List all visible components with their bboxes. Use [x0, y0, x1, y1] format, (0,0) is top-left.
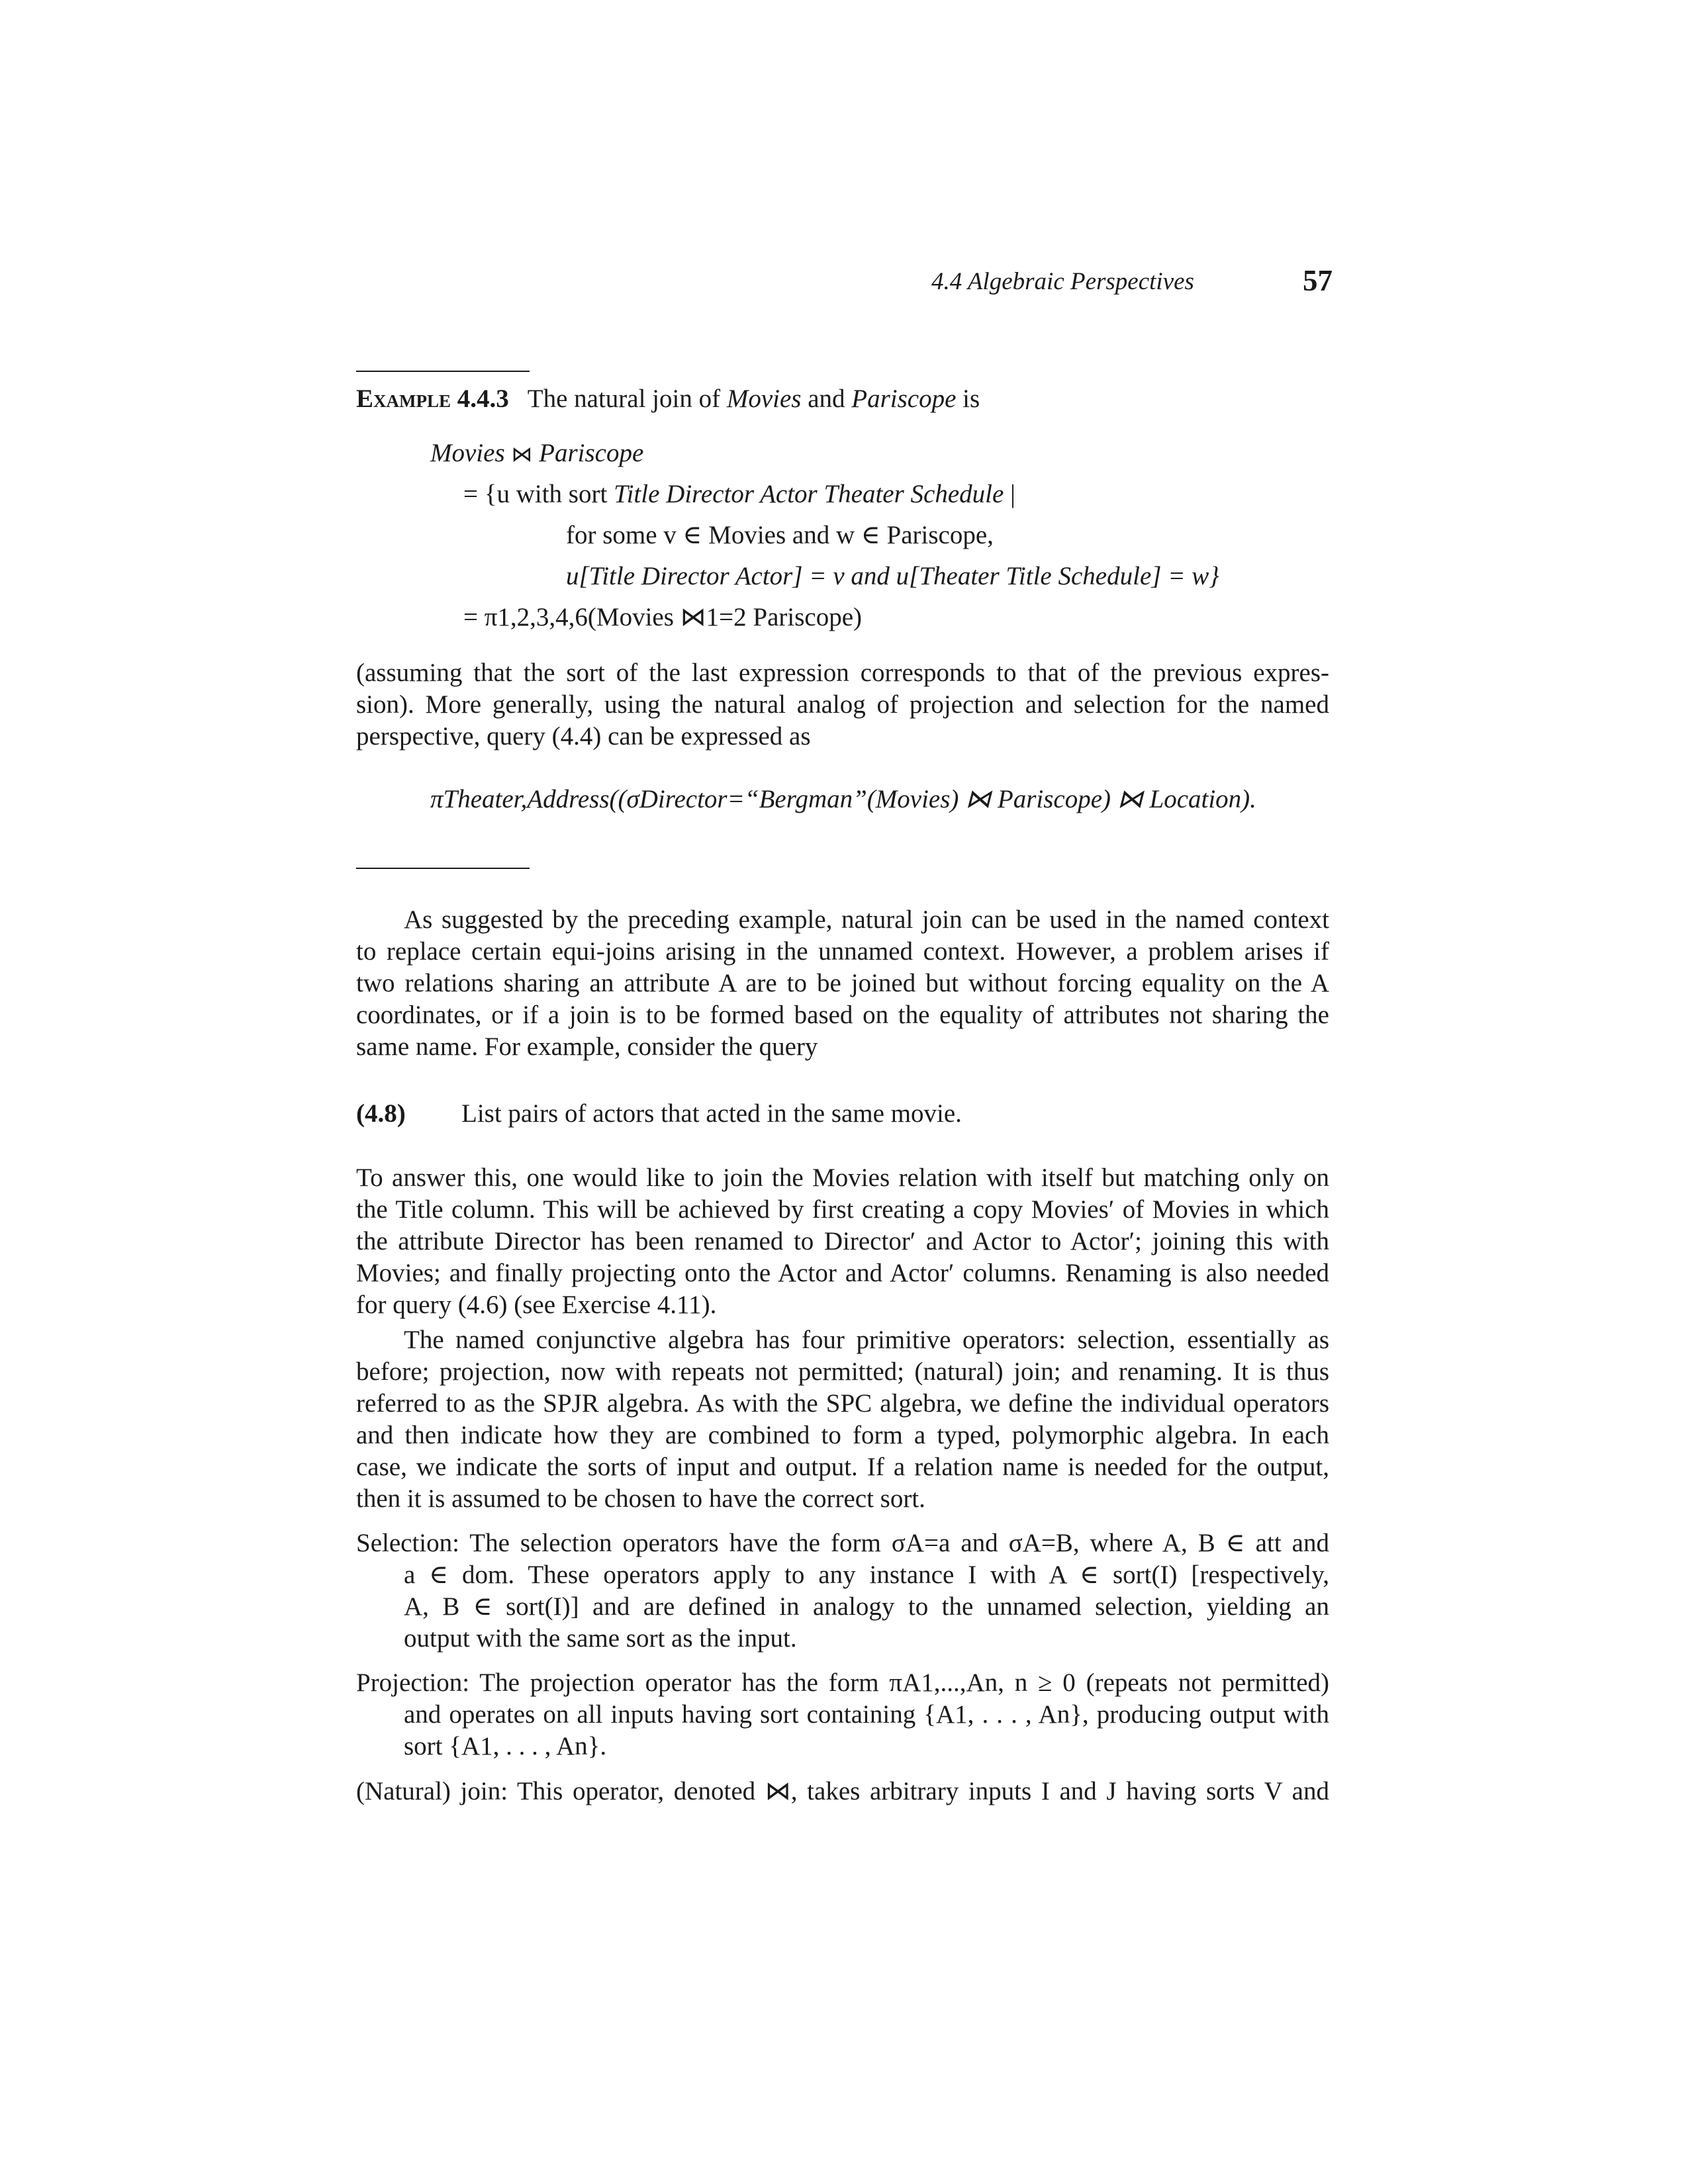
equation-line-2: = {u with sort Title Director Actor Theater Schedule |: [463, 480, 1015, 508]
equation-line-5: = π1,2,3,4,6(Movies ⋈1=2 Pariscope): [463, 603, 863, 631]
equation-line-1: Movies ⋈ Pariscope: [430, 439, 644, 467]
join-definition: (Natural) join: This operator, denoted ⋈, takes arbitrary inputs I and J having sorts V and: [356, 1777, 1329, 1805]
example-formula: πTheater,Address((σDirector=“Bergman”(Movies) ⋈ Pariscope) ⋈ Location).: [430, 785, 1256, 813]
running-header-title: 4.4 Algebraic Perspectives: [931, 268, 1194, 295]
query-text: List pairs of actors that acted in the same movie.: [461, 1099, 962, 1128]
join-symbol: ⋈: [511, 441, 533, 467]
example-top-rule: [356, 371, 530, 372]
example-bottom-rule: [356, 868, 530, 869]
example-label: Example 4.4.3: [356, 385, 509, 413]
equation-line-4: u[Title Director Actor] = v and u[Theater Title Schedule] = w}: [566, 562, 1219, 590]
page-number: 57: [1303, 264, 1333, 297]
query-label: (4.8): [356, 1099, 406, 1128]
equation-line-3: for some v ∈ Movies and w ∈ Pariscope,: [566, 521, 994, 549]
example-intro: Example 4.4.3 The natural join of Movies and Pariscope is: [356, 385, 980, 413]
